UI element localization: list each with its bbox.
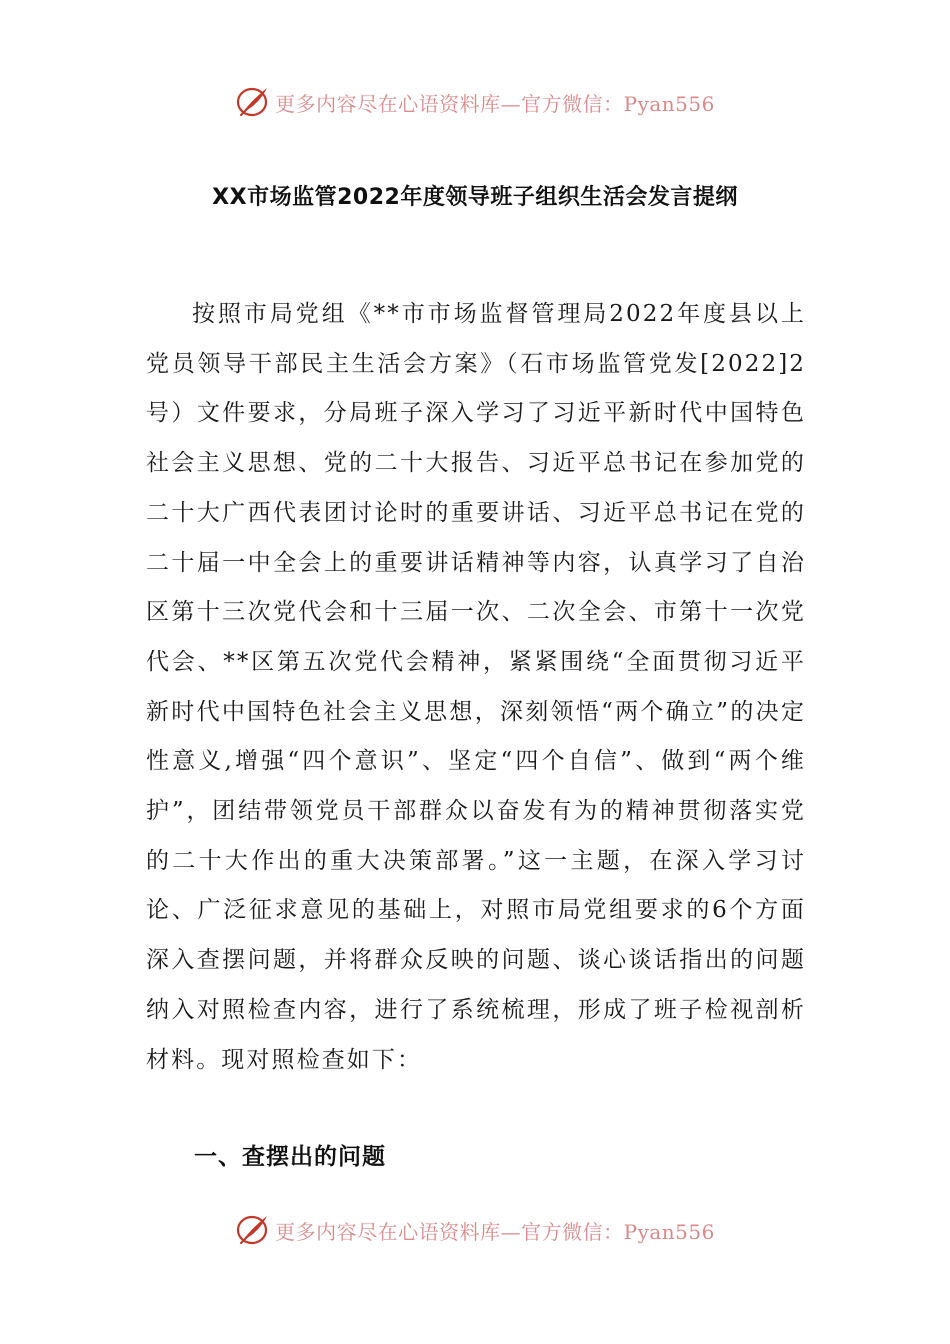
feather-quill-logo (235, 84, 271, 120)
body-paragraph: 按照市局党组《**市市场监督管理局2022年度县以上党员领导干部民主生活会方案》（石市场监管党发[2022]2号）文件要求，分局班子深入学习了习近平新时代中国特色社会主义思想、党的二十大报告、习近平总书记在参加党的二十大广西代表团讨论时的重要讲话、习近平总书记在党的二十届一中全会上的重要讲话精神等内容，认真学习了自治区第十三次党代会和十三届一次、二次全会、市第十一次党代会、**区第五次党代会精神，紧紧围绕“全面贯彻习近平新时代中国特色社会主义思想，深刻领悟“两个确立”的决定性意义,增强“四个意识”、坚定“四个自信”、做到“两个维护”，团结带领党员干部群众以奋发有为的精神贯彻落实党的二十大作出的重大决策部署。”这一主题，在深入学习讨论、广泛征求意见的基础上，对照市局党组要求的6个方面深入查摆问题，并将群众反映的问题、谈心谈话指出的问题纳入对照检查内容，进行了系统梳理，形成了班子检视剖析材料。现对照检查如下： (146, 301, 806, 1073)
watermark-banner-bottom (0, 1208, 950, 1252)
document-title: XX市场监管2022年度领导班子组织生活会发言提纲 (212, 185, 738, 210)
watermark-banner-top (0, 80, 950, 124)
watermark-text: 更多内容尽在心语资料库—官方微信：Pyan556 (275, 1219, 715, 1244)
feather-quill-logo (235, 1212, 271, 1248)
section-heading: 一、查摆出的问题 (194, 1144, 386, 1170)
watermark-text: 更多内容尽在心语资料库—官方微信：Pyan556 (275, 91, 715, 116)
